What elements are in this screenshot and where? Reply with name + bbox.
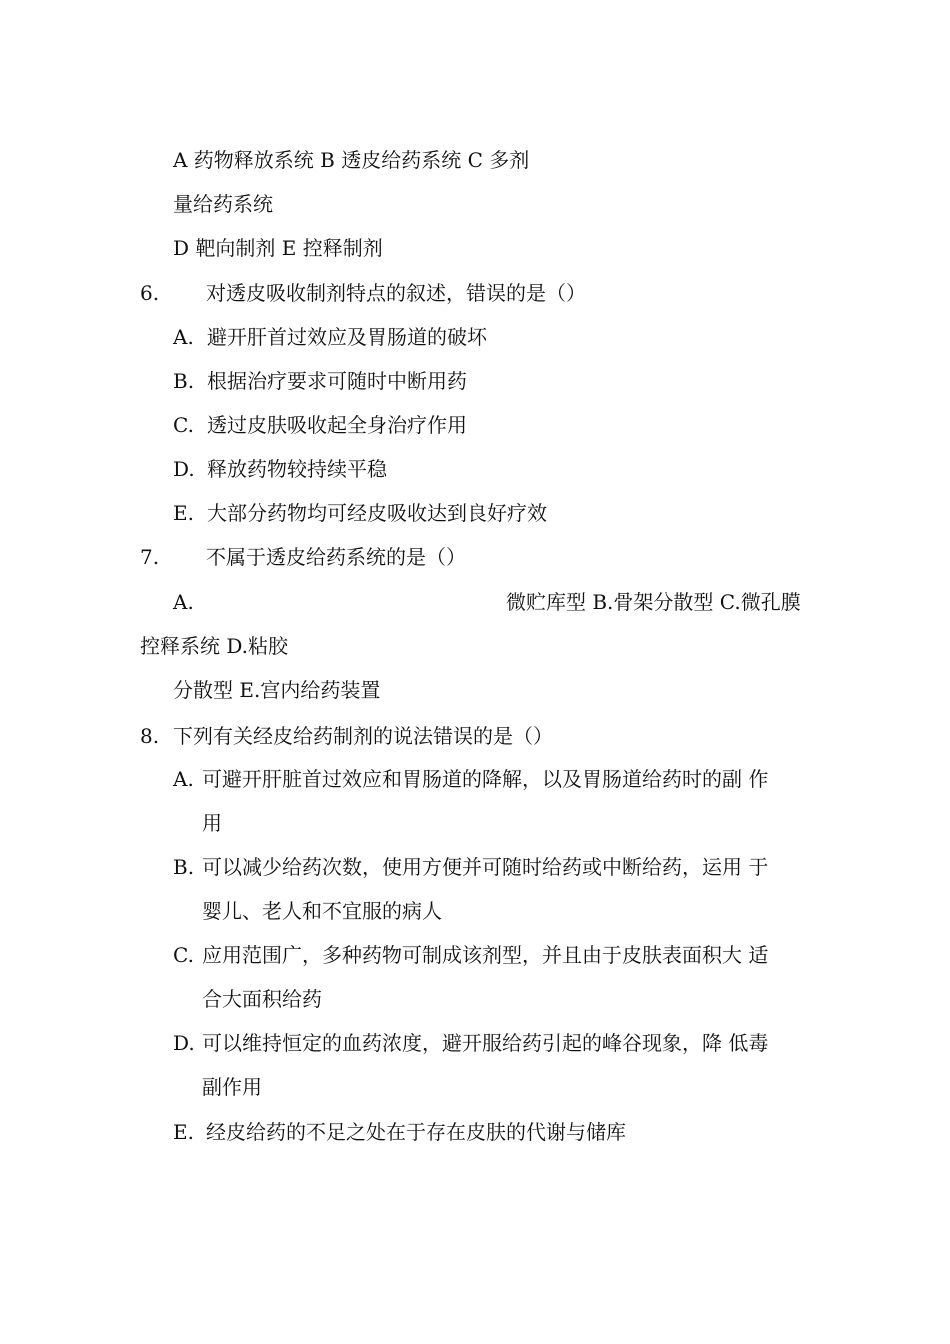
q6-option-e <box>173 501 547 525</box>
q8-option-a-line-2: 用 <box>202 811 222 835</box>
q8-option-d-letter: D. <box>173 1031 195 1055</box>
q7-number: 7. <box>140 545 160 569</box>
q5-options-line-2: 量给药系统 <box>173 192 273 216</box>
q8-option-a-letter: A. <box>173 767 194 791</box>
option-letter: E. <box>173 501 194 525</box>
q6-option-d <box>173 457 387 481</box>
q8-option-e-line-1: 经皮给药的不足之处在于存在皮肤的代谢与储库 <box>206 1120 626 1144</box>
q5-options-line-1: A 药物释放系统 B 透皮给药系统 C 多剂 <box>173 148 530 172</box>
q8-option-d-line-2: 副作用 <box>202 1075 262 1099</box>
q8-option-a-line-1: 可避开肝脏首过效应和胃肠道的降解，以及胃肠道给药时的副 作 <box>202 767 769 791</box>
option-letter: B. <box>173 369 195 393</box>
q6-option-a <box>173 325 487 349</box>
q7-option-a-letter: A. <box>173 590 194 614</box>
q8-option-c-line-1: 应用范围广，多种药物可制成该剂型，并且由于皮肤表面积大 适 <box>202 943 769 967</box>
q7-stem: 不属于透皮给药系统的是（） <box>206 545 466 569</box>
q7-options-line-3: 分散型 E.宫内给药装置 <box>173 678 381 702</box>
option-text: 释放药物较持续平稳 <box>207 457 387 481</box>
option-letter: D. <box>173 457 195 481</box>
q8-stem: 下列有关经皮给药制剂的说法错误的是（） <box>173 724 553 748</box>
option-text: 根据治疗要求可随时中断用药 <box>207 369 467 393</box>
option-text: 透过皮肤吸收起全身治疗作用 <box>207 413 467 437</box>
q6-option-c <box>173 413 467 437</box>
option-letter: C. <box>173 413 194 437</box>
option-text: 避开肝首过效应及胃肠道的破坏 <box>207 325 487 349</box>
q7-options-line-1: 微贮库型 B.骨架分散型 C.微孔膜 <box>506 590 801 614</box>
q6-number: 6. <box>140 281 160 305</box>
q8-option-b-letter: B. <box>173 855 195 879</box>
q8-option-c-line-2: 合大面积给药 <box>202 987 322 1011</box>
q8-option-e-letter: E. <box>173 1120 194 1144</box>
option-letter: A. <box>173 325 194 349</box>
q6-stem: 对透皮吸收制剂特点的叙述，错误的是（） <box>206 281 586 305</box>
q6-option-b <box>173 369 467 393</box>
q8-option-c-letter: C. <box>173 943 194 967</box>
q8-option-d-line-1: 可以维持恒定的血药浓度，避开服给药引起的峰谷现象，降 低毒 <box>202 1031 769 1055</box>
q8-number: 8. <box>140 724 160 748</box>
option-text: 大部分药物均可经皮吸收达到良好疗效 <box>207 501 547 525</box>
q7-options-line-2: 控释系统 D.粘胶 <box>140 634 289 658</box>
q8-option-b-line-2: 婴儿、老人和不宜服的病人 <box>202 899 442 923</box>
q8-option-b-line-1: 可以减少给药次数，使用方便并可随时给药或中断给药，运用 于 <box>202 855 769 879</box>
q5-options-line-3: D 靶向制剂 E 控释制剂 <box>173 236 383 260</box>
